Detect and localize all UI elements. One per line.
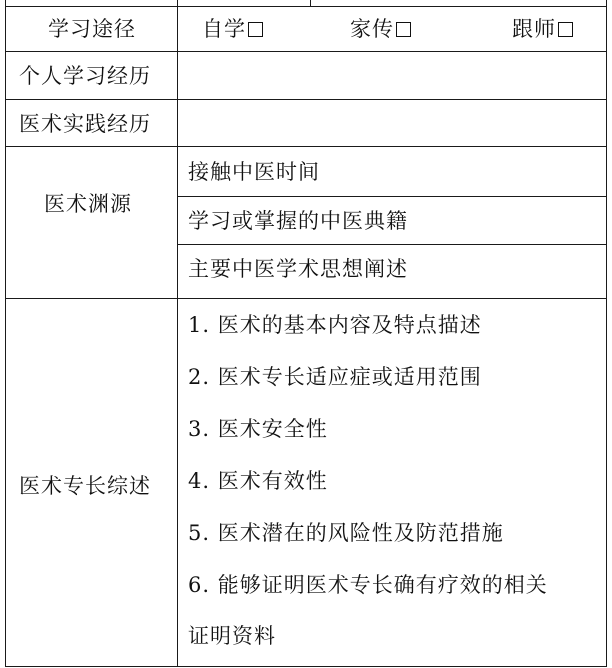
family-heritage-checkbox[interactable]	[396, 22, 411, 37]
row-divider	[5, 99, 607, 100]
table-border-bottom	[5, 666, 607, 667]
option-family-heritage-label: 家传	[350, 17, 394, 41]
option-apprenticeship[interactable]	[512, 15, 573, 43]
row-divider	[177, 244, 607, 245]
row-divider	[5, 6, 607, 7]
table-column-divider	[177, 0, 178, 667]
learning-path-label: 学习途径	[48, 17, 136, 41]
option-apprenticeship-label: 跟师	[512, 17, 556, 41]
table-border-left	[5, 0, 6, 667]
origin-item: 主要中医学术思想阐述	[188, 257, 408, 281]
specialty-item: 3. 医术安全性	[188, 417, 328, 441]
row-divider	[5, 298, 607, 299]
origin-label: 医术渊源	[44, 192, 132, 216]
specialty-label: 医术专长综述	[19, 474, 151, 498]
option-self-study[interactable]	[202, 15, 263, 43]
option-family-heritage[interactable]	[350, 15, 411, 43]
practice-history-label: 医术实践经历	[19, 112, 151, 136]
specialty-item: 6. 能够证明医术专长确有疗效的相关	[188, 573, 548, 597]
specialty-item: 5. 医术潜在的风险性及防范措施	[188, 521, 504, 545]
practice-history-field[interactable]	[182, 104, 602, 142]
specialty-item: 1. 医术的基本内容及特点描述	[188, 313, 482, 337]
apprenticeship-checkbox[interactable]	[558, 22, 573, 37]
personal-history-label: 个人学习经历	[19, 64, 151, 88]
specialty-item-continuation: 证明资料	[188, 624, 276, 648]
row-divider	[5, 51, 607, 52]
self-study-checkbox[interactable]	[248, 22, 263, 37]
option-self-study-label: 自学	[202, 17, 246, 41]
specialty-item: 2. 医术专长适应症或适用范围	[188, 365, 482, 389]
personal-history-field[interactable]	[182, 56, 602, 94]
table-border-right	[606, 0, 607, 667]
specialty-item: 4. 医术有效性	[188, 469, 328, 493]
row-divider	[177, 196, 607, 197]
origin-item: 接触中医时间	[188, 160, 320, 184]
origin-item: 学习或掌握的中医典籍	[188, 209, 408, 233]
row-divider	[5, 146, 607, 147]
